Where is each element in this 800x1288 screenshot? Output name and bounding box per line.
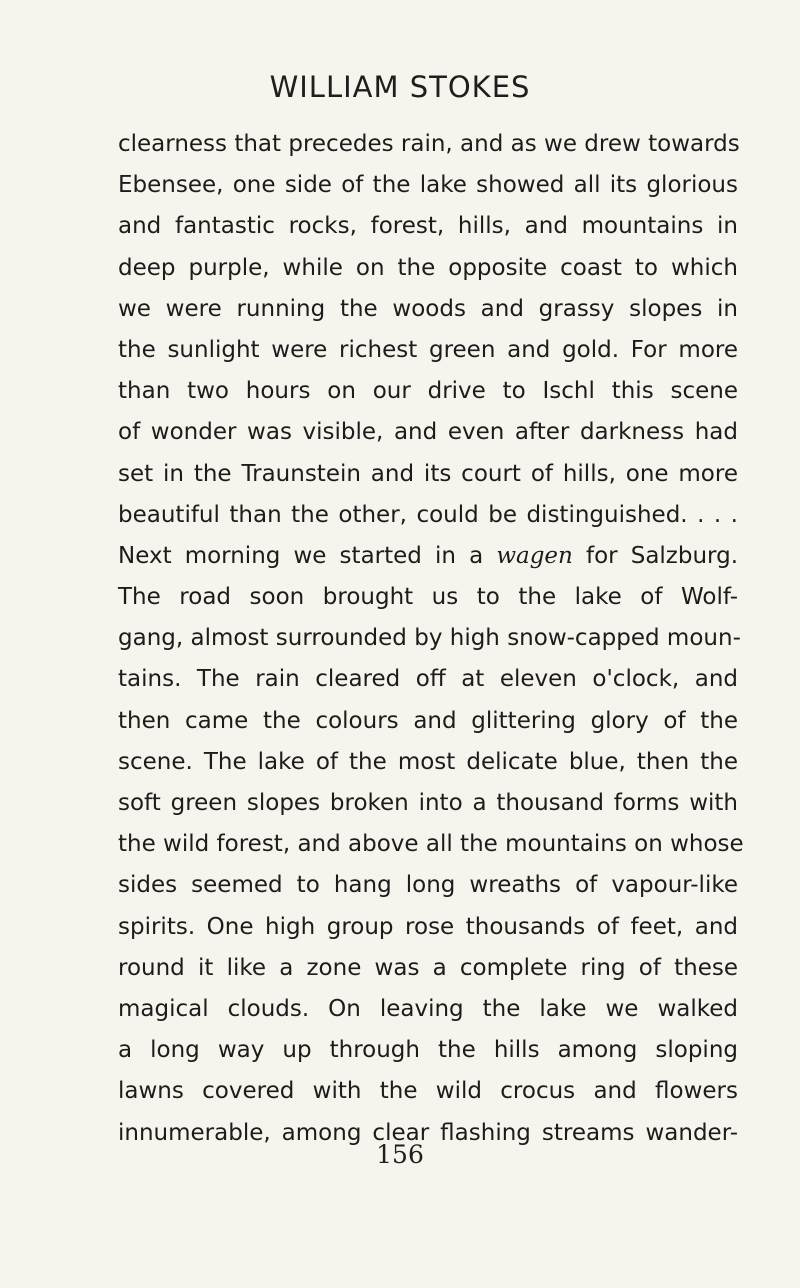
text-line: lawns covered with the wild crocus and flowers xyxy=(118,1078,738,1105)
text-line: sides seemed to hang long wreaths of vapour-like xyxy=(118,872,738,899)
text-line: tains. The rain cleared off at eleven o'clock, and xyxy=(118,666,738,693)
text-line: soft green slopes broken into a thousand forms with xyxy=(118,790,738,816)
text-line: innumerable, among clear flashing streams wander- xyxy=(118,1119,738,1146)
line-head: Next morning we started in a xyxy=(118,542,484,569)
text-line: a long way up through the hills among sloping xyxy=(118,1037,738,1064)
text-line: scene. The lake of the most delicate blue, then the xyxy=(118,748,738,775)
line-tail: for Salzburg. xyxy=(585,542,739,569)
text-line: beautiful than the other, could be distinguished. . . . xyxy=(118,501,738,528)
text-line: of wonder was visible, and even after darkness had xyxy=(118,419,738,446)
text-line: magical clouds. On leaving the lake we walked xyxy=(118,995,738,1022)
text-line: the wild forest, and above all the mountains on whose xyxy=(118,831,744,858)
text-line: spirits. One high group rose thousands of feet, and xyxy=(118,913,738,940)
text-line: round it like a zone was a complete ring of these xyxy=(118,954,738,981)
text-line-with-italic xyxy=(118,536,738,577)
text-line: the sunlight were richest green and gold. For more xyxy=(118,336,738,363)
text-line: deep purple, while on the opposite coast to which xyxy=(118,254,738,281)
italic-word: wagen xyxy=(496,542,573,569)
text-line: set in the Traunstein and its court of hills, one more xyxy=(118,460,738,487)
text-line: we were running the woods and grassy slopes in xyxy=(118,295,738,322)
text-line: than two hours on our drive to Ischl this scene xyxy=(118,378,738,405)
text-line: then came the colours and glittering glory of the xyxy=(118,707,738,734)
text-line: Ebensee, one side of the lake showed all its glorious xyxy=(118,172,738,199)
page-number: 156 xyxy=(376,1140,424,1169)
body-text xyxy=(118,124,744,1154)
text-line: clearness that precedes rain, and as we drew towards xyxy=(118,131,740,157)
text-line: and fantastic rocks, forest, hills, and mountains in xyxy=(118,213,738,240)
running-head: WILLIAM STOKES xyxy=(269,70,531,104)
text-line: The road soon brought us to the lake of Wolf- xyxy=(118,584,738,611)
text-line: gang, almost surrounded by high snow-capped moun- xyxy=(118,625,741,652)
